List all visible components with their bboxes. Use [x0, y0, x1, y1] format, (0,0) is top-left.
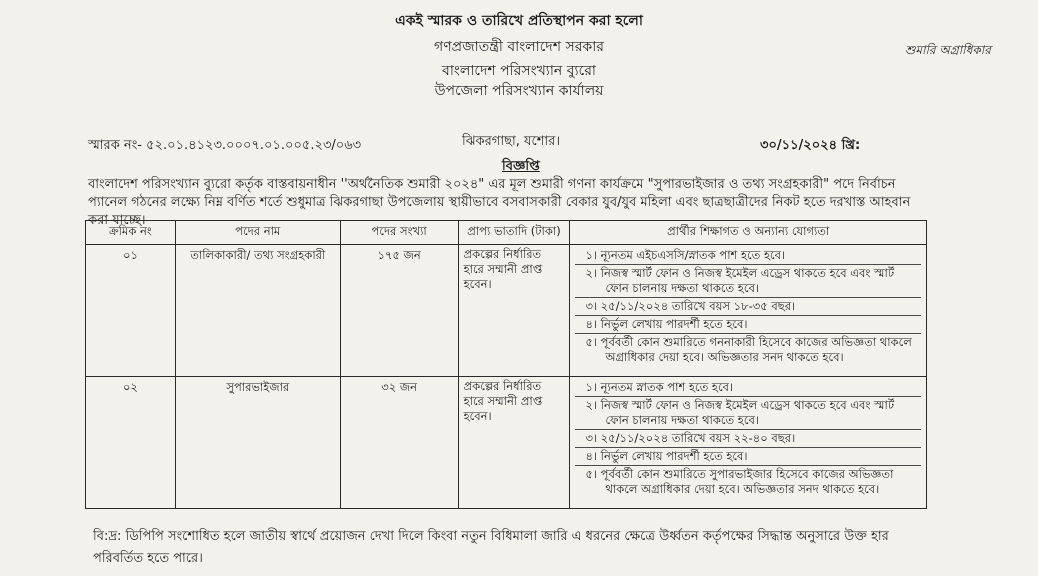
qualification-item — [575, 397, 921, 430]
priority-stamp: শুমারি অগ্রাধিকার — [905, 43, 991, 57]
header-post: পদের নাম — [175, 221, 340, 245]
header-pay: প্রাপ্য ভাতাদি (টাকা) — [458, 221, 570, 245]
qualification-item — [575, 265, 921, 298]
row-qualifications — [570, 245, 927, 377]
office-name: উপজেলা পরিসংখ্যান কার্যালয় — [434, 83, 604, 99]
qualification-item: ৪। নির্ভুল লেখায় পারদর্শী হতে হবে। — [575, 448, 921, 466]
qualification-text: ৫। পূর্ববর্তী কোন শুমারিতে সুপারভাইজার হিসেবে কাজের অভিজ্ঞতা — [585, 467, 894, 481]
notice-intro: বাংলাদেশ পরিসংখ্যান ব্যুরো কর্তৃক বাস্তবায়নাধীন ''অর্থনৈতিক শুমারী ২০২৪" এর মূল শুমারী গণনা কার্যক্রমে "সুপারভাইজার ও তথ্য সংগ্রহকারী" পদে নির্বাচন প্যানেল গঠনের লক্ষ্যে নিম্ন বর্ণিত শর্তে শুধুমাত্র ঝিকরগাছা উপজেলায় স্থায়ীভাবে বসবাসকারী বেকার যুব/যুব মহিলা এবং ছাত্রছাত্রীদের নিকট হতে দরখাস্ত আহবান করা যাচ্ছে। — [88, 177, 911, 228]
qualification-text: ফোন চালনায় দক্ষতা থাকতে হবে। — [605, 281, 759, 295]
qualification-item: ১। ন্যূনতম স্নাতক পাশ হতে হবে। — [575, 379, 921, 397]
memo-number: স্মারক নং- ৫২.০১.৪১২৩.০০০৭.০১.০০৫.২৩/০৬৩ — [88, 138, 362, 153]
government-name: গণপ্রজাতন্ত্রী বাংলাদেশ সরকার — [434, 39, 604, 55]
qualification-item: ৪। নির্ভুল লেখায় পারদর্শী হতে হবে। — [575, 316, 921, 334]
qualification-text: ২। নিজস্ব স্মার্ট ফোন ও নিজস্ব ইমেইল এড্রেস থাকতে হবে এবং স্মার্ট — [585, 266, 895, 280]
qualification-text: ২। নিজস্ব স্মার্ট ফোন ও নিজস্ব ইমেইল এড্রেস থাকতে হবে এবং স্মার্ট — [585, 398, 895, 412]
qualification-item — [575, 466, 921, 498]
qualification-text: ফোন চালনায় দক্ষতা থাকতে হবে। — [605, 413, 759, 427]
row-post: সুপারভাইজার — [175, 377, 340, 509]
row-post: তালিকাকারী/ তথ্য সংগ্রহকারী — [175, 245, 340, 377]
reissue-line: একই স্মারক ও তারিখে প্রতিস্থাপন করা হলো — [395, 13, 643, 29]
row-serial: ০২ — [86, 377, 176, 509]
notice-title: বিজ্ঞপ্তি — [502, 159, 540, 174]
qualification-text: ৫। পূর্ববর্তী কোন শুমারিতে গননাকারী হিসেবে কাজের অভিজ্ঞতা থাকলে — [585, 335, 912, 349]
header-count: পদের সংখ্যা — [340, 221, 458, 245]
qualification-item: ৩। ২৫/১১/২০২৪ তারিখে বয়স ১৮-৩৫ বছর। — [575, 298, 921, 316]
row-serial: ০১ — [86, 245, 176, 377]
table-row — [86, 245, 927, 377]
footnote: বি:দ্র: ডিপিপি সংশোধিত হলে জাতীয় স্বার্থে প্রয়োজন দেখা দিলে কিংবা নতুন বিধিমালা জারি এ ধরনের ক্ষেত্রে উর্ধ্বতন কর্তৃপক্ষের সিদ্ধান্ত অনুসারে উক্ত হার পরিবর্তিত হতে পারে। — [93, 529, 889, 566]
qualification-item: ১। ন্যূনতম এইচএসসি/স্নাতক পাশ হতে হবে। — [575, 247, 921, 265]
table-row — [86, 377, 927, 509]
memo-date: ৩০/১১/২০২৪ খ্রি: — [760, 138, 861, 153]
posts-table — [85, 220, 927, 509]
row-qualifications — [570, 377, 927, 509]
header-serial: ক্রমিক নং — [86, 221, 176, 245]
row-pay: প্রকল্পের নির্ধারিত হারে সম্মানী প্রাপ্ত হবেন। — [458, 245, 570, 377]
office-location: ঝিকরগাছা, যশোর। — [462, 134, 560, 149]
qualification-text: অগ্রাধিকার দেয়া হবে। অভিজ্ঞতার সনদ থাকতে হবে। — [605, 350, 844, 364]
header-qualification: প্রার্থীর শিক্ষাগত ও অন্যান্য যোগ্যতা — [570, 221, 927, 245]
row-count: ১৭৫ জন — [340, 245, 458, 377]
qualification-item: ৩। ২৫/১১/২০২৪ তারিখে বয়স ২২-৪০ বছর। — [575, 430, 921, 448]
row-count: ৩২ জন — [340, 377, 458, 509]
qualification-text: থাকলে অগ্রাধিকার দেয়া হবে। অভিজ্ঞতার সনদ থাকতে হবে। — [605, 482, 880, 496]
table-header-row — [86, 221, 927, 245]
bureau-name: বাংলাদেশ পরিসংখ্যান ব্যুরো — [442, 63, 596, 79]
row-pay: প্রকল্পের নির্ধারিত হারে সম্মানী প্রাপ্ত হবেন। — [458, 377, 570, 509]
qualification-item — [575, 334, 921, 366]
